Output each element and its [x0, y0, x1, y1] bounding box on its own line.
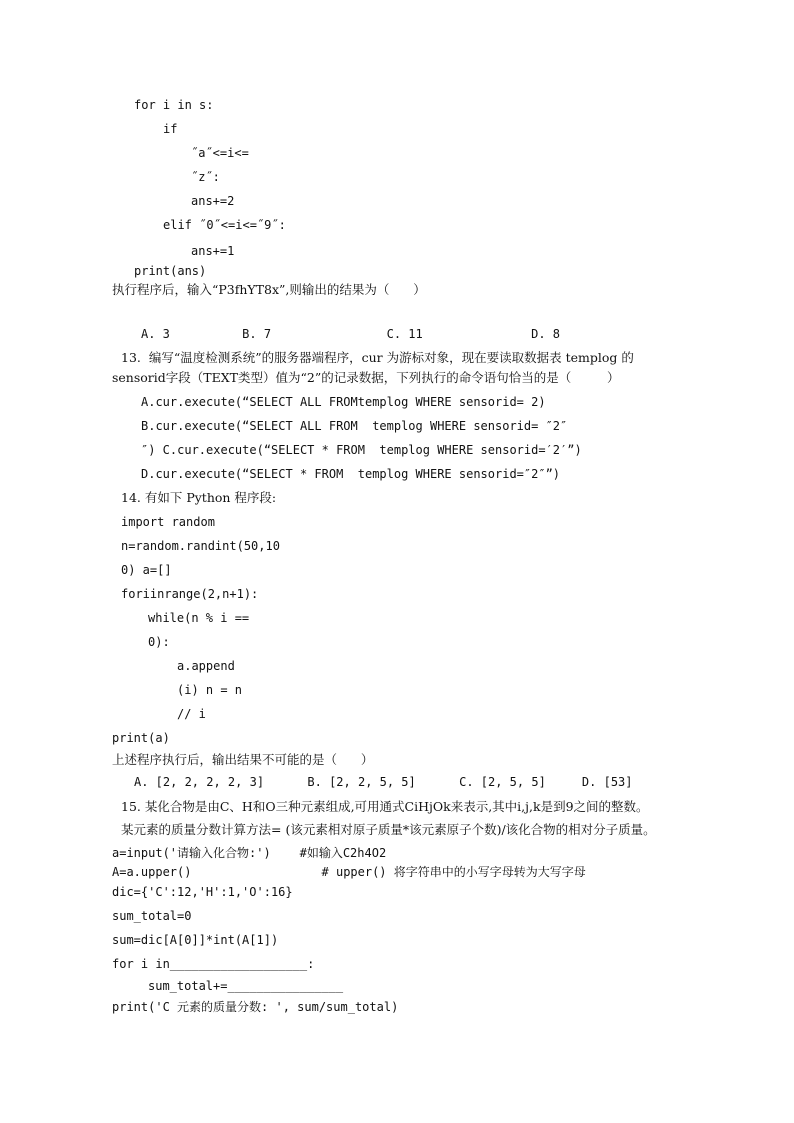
code-sum-total-blank: sum_total+=________________	[148, 979, 344, 993]
code-div: // i	[177, 707, 206, 721]
question-14-options: A. [2, 2, 2, 2, 3] B. [2, 2, 5, 5] C. [2, 5, 5] D. [53]	[134, 775, 633, 789]
code-append: a.append	[177, 659, 235, 673]
question-12-stem: 执行程序后，输入“P3fhYT8x”,则输出的结果为（ ）	[112, 282, 426, 297]
code-for-loop: for i in s:	[134, 98, 214, 112]
question-13-option-a: A.cur.execute(“SELECT ALL FROMtemplog WHERE sensorid= 2)	[141, 395, 546, 409]
code-upper: A=a.upper() # upper() 将字符串中的小写字母转为大写字母	[112, 865, 586, 879]
question-13-option-c: ″) C.cur.execute(“SELECT * FROM templog WHERE sensorid=′2′”)	[141, 443, 582, 457]
question-13-option-b: B.cur.execute(“SELECT ALL FROM templog WHERE sensorid= ″2″	[141, 419, 568, 433]
question-14-ask: 上述程序执行后，输出结果不可能的是（ ）	[112, 752, 374, 767]
code-cond-z: ˝z˝:	[191, 170, 220, 184]
code-dic: dic={'C':12,'H':1,'O':16}	[112, 885, 293, 899]
code-append-cont: (i) n = n	[177, 683, 243, 697]
question-15-formula: 某元素的质量分数计算方法= (该元素相对原子质量*该元素原子个数)/该化合物的相对分子质量。	[121, 822, 656, 837]
code-while: while(n % i ==	[148, 611, 250, 625]
code-if: if	[163, 122, 178, 136]
question-13-option-d: D.cur.execute(“SELECT * FROM templog WHERE sensorid=″2″”)	[141, 467, 561, 481]
question-13-stem: 13. 编写“温度检测系统”的服务器端程序，cur 为游标对象，现在要读取数据表 templog 的	[121, 350, 634, 365]
code-print-a: print(a)	[112, 731, 170, 745]
code-input: a=input('请输入化合物:') #如输入C2h4O2	[112, 846, 387, 860]
code-sum-total-init: sum_total=0	[112, 909, 192, 923]
code-while-cont: 0):	[148, 635, 170, 649]
code-import: import random	[121, 515, 215, 529]
code-print-ans: print(ans)	[134, 264, 207, 278]
code-elif: elif ˝0˝<=i<=˝9˝:	[163, 218, 286, 232]
code-for-blank: for i in___________________:	[112, 957, 315, 971]
code-randint: n=random.randint(50,10	[121, 539, 280, 553]
question-15-stem: 15. 某化合物是由C、H和O三种元素组成,可用通式CiHjOk来表示,其中i,j,k是到9之间的整数。	[121, 799, 649, 814]
code-cond-a: ˝a˝<=i<=	[191, 146, 249, 160]
code-print-result: print('C 元素的质量分数: ', sum/sum_total)	[112, 1000, 399, 1014]
question-13-stem-cont: sensorid字段（TEXT类型）值为“2”的记录数据，下列执行的命令语句恰当的是（ ）	[112, 370, 620, 385]
question-14-stem: 14. 有如下 Python 程序段:	[121, 490, 277, 505]
code-ans-plus2: ans+=2	[191, 194, 235, 208]
code-randint-cont: 0) a=[]	[121, 563, 172, 577]
code-ans-plus1: ans+=1	[191, 244, 235, 258]
question-12-options: A. 3 B. 7 C. 11 D. 8	[141, 327, 561, 341]
code-sum: sum=dic[A[0]]*int(A[1])	[112, 933, 279, 947]
code-for-range: foriinrange(2,n+1):	[121, 587, 259, 601]
